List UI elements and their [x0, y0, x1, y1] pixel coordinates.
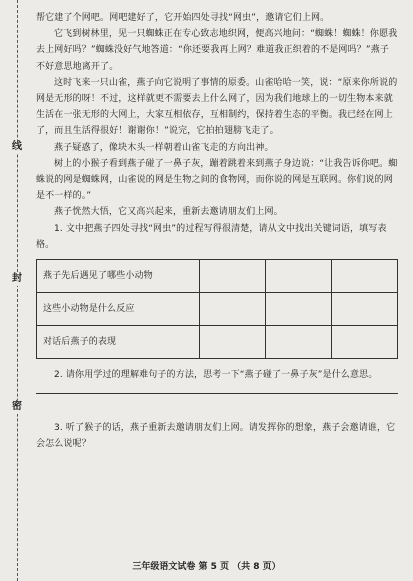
passage-paragraph: 树上的小猴子看到燕子碰了一鼻子灰，蹦着跳着来到燕子身边说：“让我告诉你吧。蜘蛛说的网是蜘蛛网，山雀说的网是生物之间的食物网，而你说的网是互联网。你们说的网是不一样的。”	[36, 158, 398, 202]
gutter-label-mi: 密	[6, 400, 28, 414]
row-label: 对话后燕子的表现	[37, 326, 200, 359]
table-row	[37, 326, 398, 359]
row-label: 这些小动物是什么反应	[37, 293, 200, 326]
passage-paragraph: 它飞到树林里，见一只蜘蛛正在专心致志地织网，便高兴地问：“蜘蛛！蜘蛛！你愿我去上网好吗？”蜘蛛没好气地答道：“你还要我再上网？难道我正织着的不是网吗？”燕子不好意思地离开了。	[36, 29, 398, 72]
question-2: 2. 请你用学过的理解难句子的方法，思考一下“燕子碰了一鼻子灰”是什么意思。	[54, 370, 378, 381]
answer-table	[36, 259, 398, 359]
page-footer: 三年级语文试卷 第 5 页 （共 8 页）	[132, 562, 281, 572]
answer-cell[interactable]	[266, 326, 332, 359]
row-label: 燕子先后遇见了哪些小动物	[37, 260, 200, 293]
question-3: 3. 听了猴子的话，燕子重新去邀请朋友们上网。请发挥你的想象，燕子会邀请谁，它会怎么说呢？	[36, 423, 396, 450]
question-1: 1. 文中把燕子四处寻找“网虫”的过程写得很清楚，请从文中找出关键词语，填写表格。	[36, 223, 387, 250]
answer-cell[interactable]	[200, 260, 266, 293]
answer-cell[interactable]	[266, 260, 332, 293]
table-row	[37, 260, 398, 293]
answer-space	[36, 394, 398, 420]
answer-cell[interactable]	[200, 326, 266, 359]
answer-cell[interactable]	[332, 326, 398, 359]
answer-cell[interactable]	[266, 293, 332, 326]
answer-cell[interactable]	[332, 260, 398, 293]
passage-paragraph: 燕子恍然大悟，它又高兴起来，重新去邀请朋友们上网。	[54, 207, 283, 218]
table-row	[37, 293, 398, 326]
binding-line	[17, 0, 18, 581]
passage-paragraph: 帮它建了个网吧。网吧建好了，它开始四处寻找“网虫”，邀请它们上网。	[36, 13, 330, 23]
gutter-label-xian: 线	[6, 140, 28, 154]
answer-cell[interactable]	[332, 293, 398, 326]
content	[36, 10, 398, 453]
passage-paragraph: 燕子疑惑了，像块木头一样朝着山雀飞走的方向出神。	[54, 142, 274, 153]
passage-paragraph: 这时飞来一只山雀，燕子向它说明了事情的原委。山雀哈哈一笑，说：“原来你所说的网是无形的呀！不过，这样就更不需要去上什么网了，因为我们地球上的一切生物本来就生活在一张无形的大网上，大家互相依存，互相制约，保持着生态的平衡。我已经在网上了，而且生活得很好！谢谢你！”说完，它拍拍翅膀飞走了。	[36, 77, 398, 137]
answer-cell[interactable]	[200, 293, 266, 326]
gutter-label-feng: 封	[6, 272, 28, 286]
